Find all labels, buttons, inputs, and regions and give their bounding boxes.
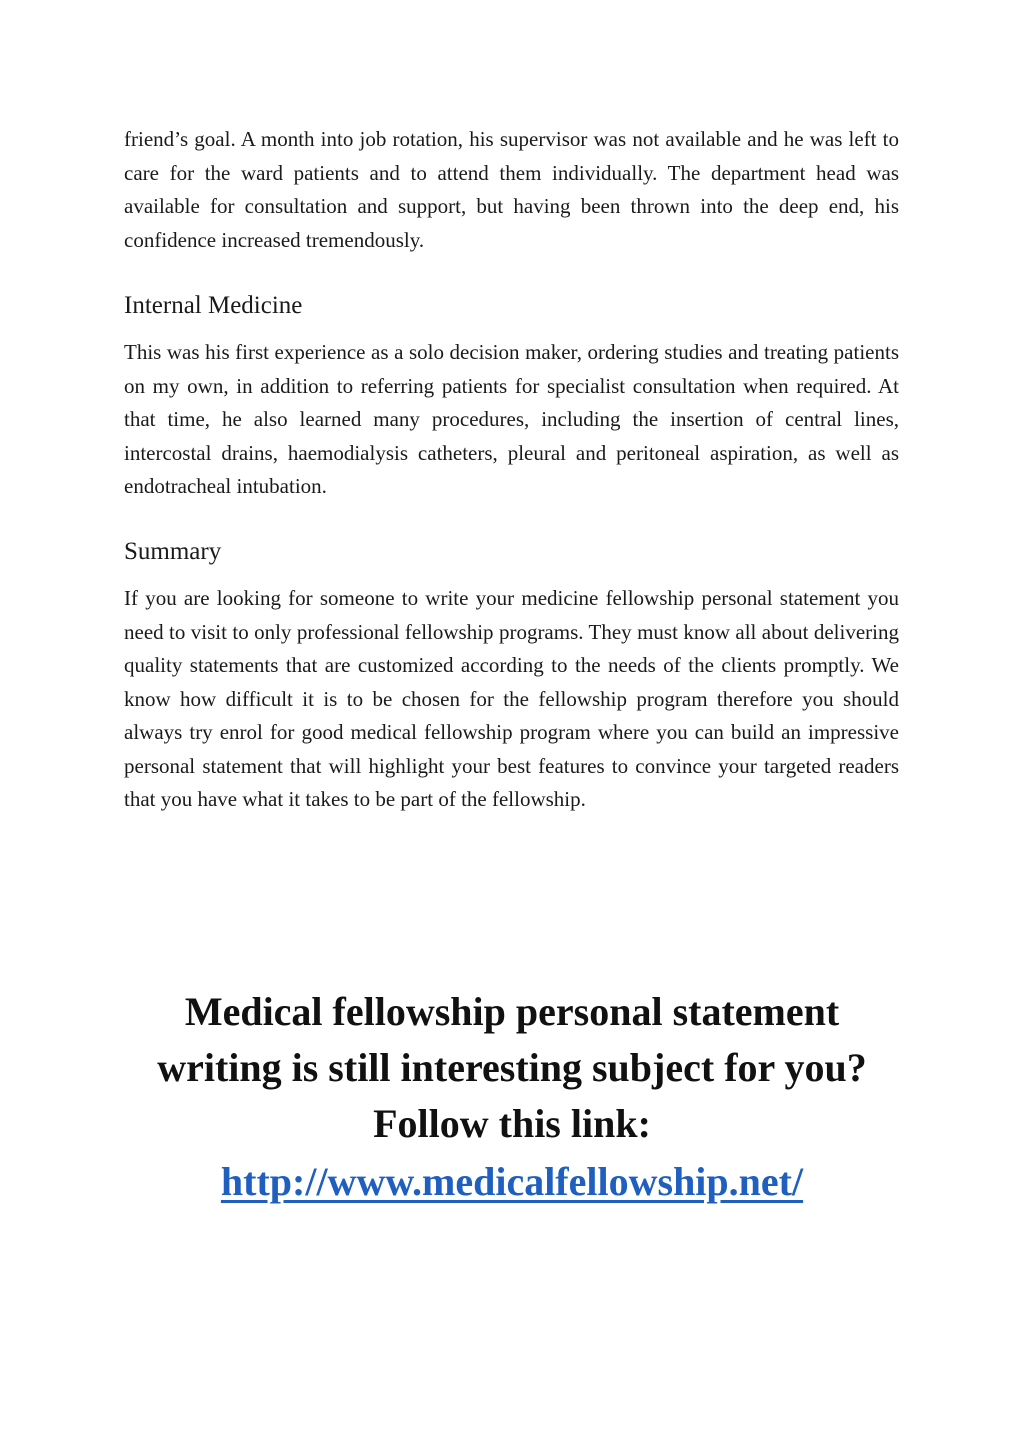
section-body-internal-medicine: This was his first experience as a solo decision maker, ordering studies and treating patients on my own, in addition to referring patients for specialist consultation when required. At that time, he also learned many procedures, including the insertion of central lines, intercostal drains, haemodialysis catheters, pleural and peritoneal aspiration, as well as endotracheal intubation.: [124, 340, 899, 498]
call-to-action: [0, 984, 1024, 1210]
medicalfellowship-link[interactable]: http://www.medicalfellowship.net/: [220, 1159, 804, 1204]
section-heading-internal-medicine: Internal Medicine: [124, 292, 303, 319]
intro-paragraph: friend’s goal. A month into job rotation, his supervisor was not available and he was left to care for the ward patients and to attend them individually. The department head was available for consultation and support, but having been thrown into the deep end, his confidence increased tremendously.: [124, 127, 899, 252]
cta-line-1: Medical fellowship personal statement: [184, 989, 840, 1034]
cta-line-2: writing is still interesting subject for you?: [157, 1045, 867, 1090]
cta-line-3: Follow this link:: [373, 1101, 651, 1146]
section-body-summary: If you are looking for someone to write your medicine fellowship personal statement you need to visit to only professional fellowship programs. They must know all about delivering quality statements that are customized according to the needs of the clients promptly. We know how difficult it is to be chosen for the fellowship program therefore you should always try enrol for good medical fellowship program where you can build an impressive personal statement that will highlight your best features to convince your targeted readers that you have what it takes to be part of the fellowship.: [124, 586, 899, 811]
section-heading-summary: Summary: [124, 538, 222, 565]
